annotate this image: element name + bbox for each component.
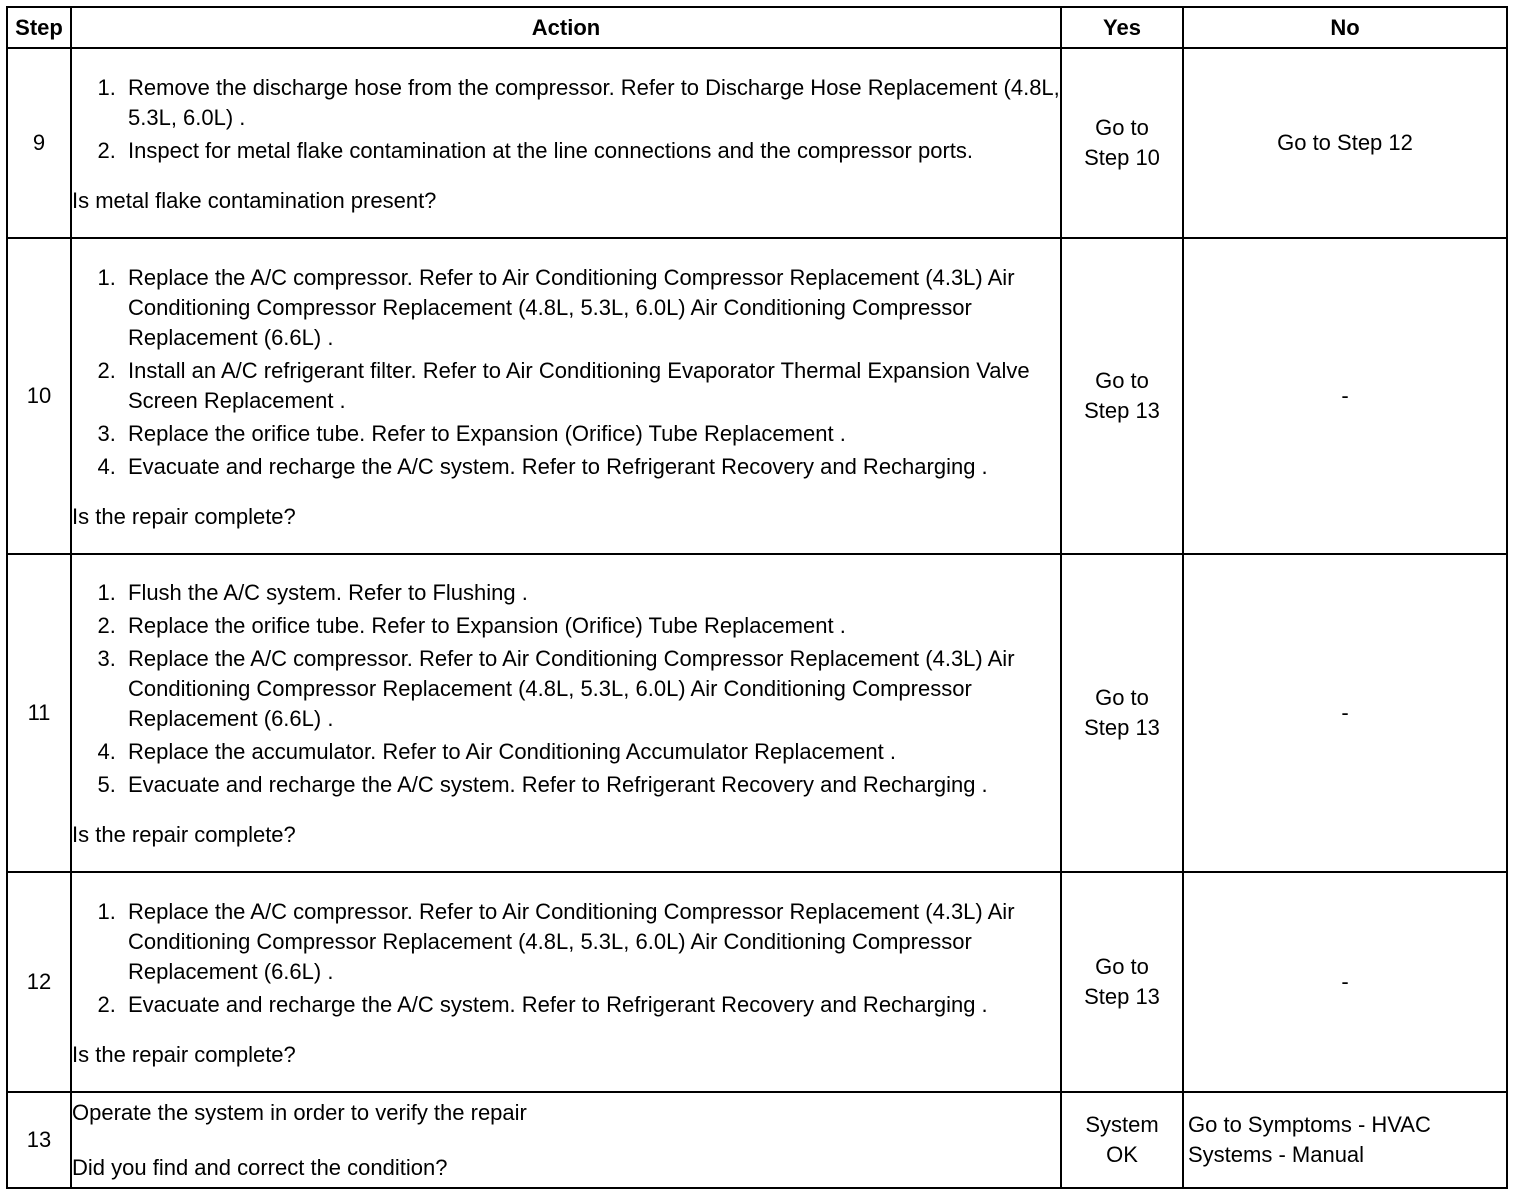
action-cell xyxy=(71,48,1061,238)
yes-result xyxy=(1061,1092,1183,1188)
header-no: No xyxy=(1183,7,1507,48)
table-row xyxy=(7,238,1507,554)
yes-text-line: Go to xyxy=(1095,685,1149,710)
header-row xyxy=(7,7,1507,48)
header-yes: Yes xyxy=(1061,7,1183,48)
step-number: 11 xyxy=(7,554,71,872)
list-item: 5. Evacuate and recharge the A/C system. Refer to Refrigerant Recovery and Recharging . xyxy=(122,770,1060,800)
diagnostic-table xyxy=(6,6,1508,1189)
list-item: 1. Replace the A/C compressor. Refer to Air Conditioning Compressor Replacement (4.3L) Air Conditioning Compressor Replacement (4.8L, 5.3L, 6.0L) Air Conditioning Compressor Replacement (6.6L) . xyxy=(122,263,1060,353)
no-text-line: Go to Symptoms - HVAC xyxy=(1188,1112,1431,1137)
list-item: 3. Replace the A/C compressor. Refer to Air Conditioning Compressor Replacement (4.3L) Air Conditioning Compressor Replacement (4.8L, 5.3L, 6.0L) Air Conditioning Compressor Replacement (6.6L) . xyxy=(122,644,1060,734)
action-steps-list xyxy=(72,578,1060,800)
no-result xyxy=(1183,238,1507,554)
yes-text-line: Go to xyxy=(1095,115,1149,140)
no-text-line: Systems - Manual xyxy=(1188,1142,1365,1167)
action-steps-list xyxy=(72,897,1060,1020)
list-item: 2. Install an A/C refrigerant filter. Refer to Air Conditioning Evaporator Thermal Expansion Valve Screen Replacement . xyxy=(122,356,1060,416)
yes-text-line: System xyxy=(1085,1112,1159,1137)
no-result xyxy=(1183,554,1507,872)
action-text: Operate the system in order to verify the repair xyxy=(72,1099,527,1125)
table-row xyxy=(7,1092,1507,1188)
action-cell xyxy=(71,872,1061,1092)
action-steps-list xyxy=(72,263,1060,482)
no-text-line: Go to Step 12 xyxy=(1277,130,1413,155)
table-row xyxy=(7,872,1507,1092)
table-row xyxy=(7,554,1507,872)
yes-result xyxy=(1061,872,1183,1092)
action-steps-list xyxy=(72,73,1060,166)
list-item: 3. Replace the orifice tube. Refer to Expansion (Orifice) Tube Replacement . xyxy=(122,419,1060,449)
yes-result xyxy=(1061,48,1183,238)
question-text: Did you find and correct the condition? xyxy=(72,1154,448,1180)
action-cell xyxy=(71,554,1061,872)
question-text: Is the repair complete? xyxy=(72,503,296,529)
list-item: 2. Replace the orifice tube. Refer to Expansion (Orifice) Tube Replacement . xyxy=(122,611,1060,641)
no-result xyxy=(1183,872,1507,1092)
list-item: 2. Evacuate and recharge the A/C system. Refer to Refrigerant Recovery and Recharging . xyxy=(122,990,1060,1020)
yes-result xyxy=(1061,238,1183,554)
yes-text-line: Step 10 xyxy=(1084,145,1160,170)
yes-text-line: Step 13 xyxy=(1084,984,1160,1009)
list-item: 4. Evacuate and recharge the A/C system. Refer to Refrigerant Recovery and Recharging . xyxy=(122,452,1060,482)
yes-result xyxy=(1061,554,1183,872)
yes-text-line: Go to xyxy=(1095,368,1149,393)
step-number: 10 xyxy=(7,238,71,554)
diagnostic-table-page xyxy=(6,6,1506,1189)
step-number: 13 xyxy=(7,1092,71,1188)
action-cell xyxy=(71,238,1061,554)
yes-text-line: Step 13 xyxy=(1084,715,1160,740)
yes-text-line: Step 13 xyxy=(1084,398,1160,423)
header-step: Step xyxy=(7,7,71,48)
no-result xyxy=(1183,48,1507,238)
step-number: 9 xyxy=(7,48,71,238)
list-item: 4. Replace the accumulator. Refer to Air Conditioning Accumulator Replacement . xyxy=(122,737,1060,767)
header-action: Action xyxy=(71,7,1061,48)
no-result xyxy=(1183,1092,1507,1188)
no-text-line: - xyxy=(1341,383,1349,408)
action-cell xyxy=(71,1092,1061,1188)
yes-text-line: OK xyxy=(1106,1142,1138,1167)
question-text: Is the repair complete? xyxy=(72,822,296,847)
table-row xyxy=(7,48,1507,238)
no-text-line: - xyxy=(1341,969,1349,994)
question-text: Is metal flake contamination present? xyxy=(72,187,437,213)
yes-text-line: Go to xyxy=(1095,954,1149,979)
list-item: 2. Inspect for metal flake contamination at the line connections and the compressor ports. xyxy=(122,136,1060,166)
list-item: 1. Replace the A/C compressor. Refer to Air Conditioning Compressor Replacement (4.3L) Air Conditioning Compressor Replacement (4.8L, 5.3L, 6.0L) Air Conditioning Compressor Replacement (6.6L) . xyxy=(122,897,1060,987)
list-item: 1. Remove the discharge hose from the compressor. Refer to Discharge Hose Replacement (4.8L, 5.3L, 6.0L) . xyxy=(122,73,1060,133)
no-text-line: - xyxy=(1341,700,1349,725)
question-text: Is the repair complete? xyxy=(72,1041,296,1067)
list-item: 1. Flush the A/C system. Refer to Flushing . xyxy=(122,578,1060,608)
step-number: 12 xyxy=(7,872,71,1092)
